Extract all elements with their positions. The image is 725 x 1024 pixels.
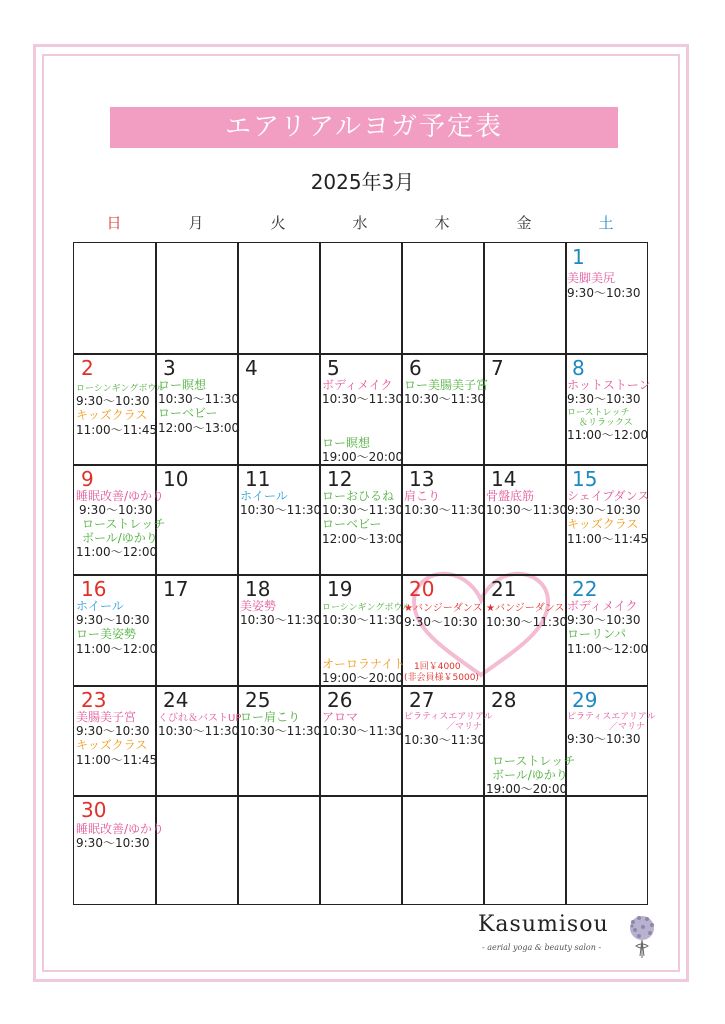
class-name: ボディメイク (322, 378, 393, 392)
day-number: 20 (409, 577, 435, 601)
day-number: 19 (327, 577, 353, 601)
day-number: 4 (245, 356, 258, 380)
class-time: 10:30〜11:30 (404, 733, 486, 747)
instructor-name: ／マリナ (446, 722, 482, 732)
class-name: キッズクラス (567, 517, 639, 531)
day-cell-3 (156, 354, 238, 464)
class-name: ボール/ゆかり (82, 531, 158, 545)
class-time: 10:30〜11:30 (240, 724, 322, 738)
class-time: 12:00〜13:00 (322, 532, 404, 546)
day-cell-2 (74, 354, 166, 464)
day-number: 17 (163, 577, 189, 601)
day-number: 12 (327, 467, 353, 491)
day-number: 1 (572, 245, 585, 269)
day-number: 16 (81, 577, 107, 601)
day-number: 24 (163, 688, 189, 712)
class-time: 10:30〜11:30 (486, 503, 568, 517)
calendar-grid (73, 242, 656, 905)
class-time: 19:00〜20:00 (322, 450, 404, 464)
class-name: アロマ (322, 710, 359, 724)
class-name: くびれ＆バストUP (158, 713, 242, 724)
day-cell-15 (565, 465, 650, 575)
class-time: 10:30〜11:30 (404, 503, 486, 517)
day-cell-21 (484, 575, 566, 685)
day-cell-22 (565, 575, 647, 685)
class-name: ホイール (240, 489, 288, 503)
class-time: 11:00〜11:45 (76, 423, 158, 437)
day-number: 2 (81, 356, 94, 380)
weekday-fri: 金 (516, 214, 532, 232)
class-time: 11:00〜11:45 (567, 532, 649, 546)
day-cell-19 (320, 575, 412, 685)
class-name: キッズクラス (76, 408, 148, 422)
class-time: 19:00〜20:00 (322, 671, 404, 685)
class-time: 9:30〜10:30 (567, 286, 641, 300)
class-time: 9:30〜10:30 (79, 503, 153, 517)
day-number: 15 (572, 467, 598, 491)
brand-tagline: - aerial yoga & beauty salon - (482, 943, 602, 952)
instructor-name: ／マリナ (609, 722, 645, 732)
weekday-thu: 木 (434, 214, 450, 232)
class-time: 9:30〜10:30 (567, 392, 641, 406)
class-name: ロー瞑想 (158, 378, 207, 392)
day-cell-7 (484, 354, 566, 464)
class-time: 11:00〜12:00 (76, 642, 158, 656)
price-note: (非会員様￥5000) (404, 673, 479, 683)
day-number: 21 (491, 577, 517, 601)
day-number: 9 (81, 467, 94, 491)
class-time: 11:00〜12:00 (567, 642, 649, 656)
flower-bouquet-icon (621, 912, 663, 962)
class-time: 10:30〜11:30 (322, 724, 404, 738)
class-time: 9:30〜10:30 (76, 613, 150, 627)
day-number: 27 (409, 688, 435, 712)
class-time: 9:30〜10:30 (567, 503, 641, 517)
class-name: ボール/ゆかり (492, 768, 568, 782)
day-number: 26 (327, 688, 353, 712)
class-time: 10:30〜11:30 (240, 613, 322, 627)
weekday-tue: 火 (270, 214, 286, 232)
day-cell-29 (565, 686, 656, 796)
class-time: 11:00〜12:00 (76, 545, 158, 559)
class-time: 10:30〜11:30 (158, 392, 240, 406)
brand-logo-text: Kasumisou (478, 912, 609, 937)
class-name: 美姿勢 (240, 599, 277, 613)
day-cell-13 (402, 465, 484, 575)
day-number: 25 (245, 688, 271, 712)
class-time: 9:30〜10:30 (76, 836, 150, 850)
class-time: 19:00〜20:00 (486, 782, 568, 796)
class-name: ローリンパ (567, 627, 627, 641)
class-name: 美腸美子宮 (76, 710, 137, 724)
page-title: エアリアルヨガ予定表 (110, 107, 618, 148)
class-name: ローストレッチ (492, 754, 576, 768)
weekday-mon: 月 (188, 214, 204, 232)
day-cell-11 (238, 465, 320, 575)
class-time: 9:30〜10:30 (76, 724, 150, 738)
day-number: 22 (572, 577, 598, 601)
class-name: 睡眠改善/ゆかり (76, 822, 165, 836)
class-name: ピラティスエアリアル (567, 712, 656, 722)
day-cell-5 (320, 354, 402, 464)
day-cell-17 (156, 575, 238, 685)
class-name: オーロラナイト (322, 657, 406, 671)
class-name: ピラティスエアリアル (404, 712, 493, 722)
month-label: 2025年3月 (310, 170, 415, 194)
day-number: 18 (245, 577, 271, 601)
day-cell-12 (320, 465, 402, 575)
day-number: 8 (572, 356, 585, 380)
day-cell-4 (238, 354, 320, 464)
class-name: 睡眠改善/ゆかり (76, 489, 165, 503)
class-time: 9:30〜10:30 (567, 613, 641, 627)
day-cell-18 (238, 575, 320, 685)
class-time: 10:30〜11:30 (486, 615, 568, 629)
class-time: 10:30〜11:30 (322, 392, 404, 406)
class-time: 9:30〜10:30 (404, 615, 478, 629)
day-cell-27 (402, 686, 493, 796)
class-name: ローストレッチ (567, 408, 630, 418)
weekday-sat: 土 (598, 214, 614, 232)
class-name: ★バンジーダンス (486, 603, 565, 614)
day-number: 14 (491, 467, 517, 491)
day-cell-23 (74, 686, 156, 796)
class-time: 10:30〜11:30 (158, 724, 240, 738)
class-time: 10:30〜11:30 (404, 392, 486, 406)
class-name: ローベビー (158, 406, 218, 420)
class-time: 9:30〜10:30 (567, 732, 641, 746)
class-name: ロー美腸美子宮 (404, 378, 489, 392)
day-cell-10 (156, 465, 238, 575)
day-cell-30 (74, 796, 165, 906)
day-cell-14 (484, 465, 566, 575)
class-name: ボディメイク (567, 599, 638, 613)
class-name: ローおひるね (322, 489, 395, 503)
class-time: 11:00〜11:45 (76, 753, 158, 767)
day-number: 23 (81, 688, 107, 712)
class-time: 10:30〜11:30 (240, 503, 322, 517)
day-cell-1 (565, 243, 647, 353)
class-name: 肩こり (404, 489, 441, 503)
class-time: 9:30〜10:30 (76, 394, 150, 408)
class-name: ローベビー (322, 517, 382, 531)
day-number: 11 (245, 467, 271, 491)
class-name: ロー美姿勢 (76, 627, 137, 641)
class-name: ロー瞑想 (322, 436, 371, 450)
day-cell-24 (156, 686, 242, 796)
day-number: 28 (491, 688, 517, 712)
class-name: ホットストーン (567, 378, 651, 392)
weekday-wed: 水 (352, 214, 368, 232)
class-time: 10:30〜11:30 (322, 503, 404, 517)
class-name: ローシンギングボウル (76, 384, 166, 394)
class-name: ロー肩こり (240, 710, 301, 724)
day-number: 5 (327, 356, 340, 380)
price-note: 1回￥4000 (414, 662, 461, 672)
day-number: 3 (163, 356, 176, 380)
class-name: 美脚美尻 (567, 271, 616, 285)
day-number: 29 (572, 688, 598, 712)
day-cell-20 (402, 575, 484, 685)
day-number: 30 (81, 798, 107, 822)
day-cell-9 (74, 465, 166, 575)
day-cell-8 (565, 354, 651, 464)
day-cell-16 (74, 575, 156, 685)
class-name: キッズクラス (76, 738, 148, 752)
day-number: 6 (409, 356, 422, 380)
class-time: 12:00〜13:00 (158, 421, 240, 435)
class-name: ローシンギングボウル (322, 603, 412, 613)
day-number: 7 (491, 356, 504, 380)
day-cell-26 (320, 686, 402, 796)
class-name: 骨盤底筋 (486, 489, 535, 503)
class-name: ローストレッチ (82, 517, 166, 531)
day-cell-6 (402, 354, 489, 464)
day-number: 13 (409, 467, 435, 491)
day-cell-28 (484, 686, 576, 796)
class-name: シェイプダンス (567, 489, 650, 503)
class-name: ホイール (76, 599, 124, 613)
class-name: ＆リラックス (579, 418, 633, 428)
class-name: ★バンジーダンス (404, 603, 483, 614)
class-time: 11:00〜12:00 (567, 428, 649, 442)
day-cell-25 (238, 686, 320, 796)
day-number: 10 (163, 467, 189, 491)
class-time: 10:30〜11:30 (322, 613, 404, 627)
weekday-sun: 日 (106, 214, 122, 232)
